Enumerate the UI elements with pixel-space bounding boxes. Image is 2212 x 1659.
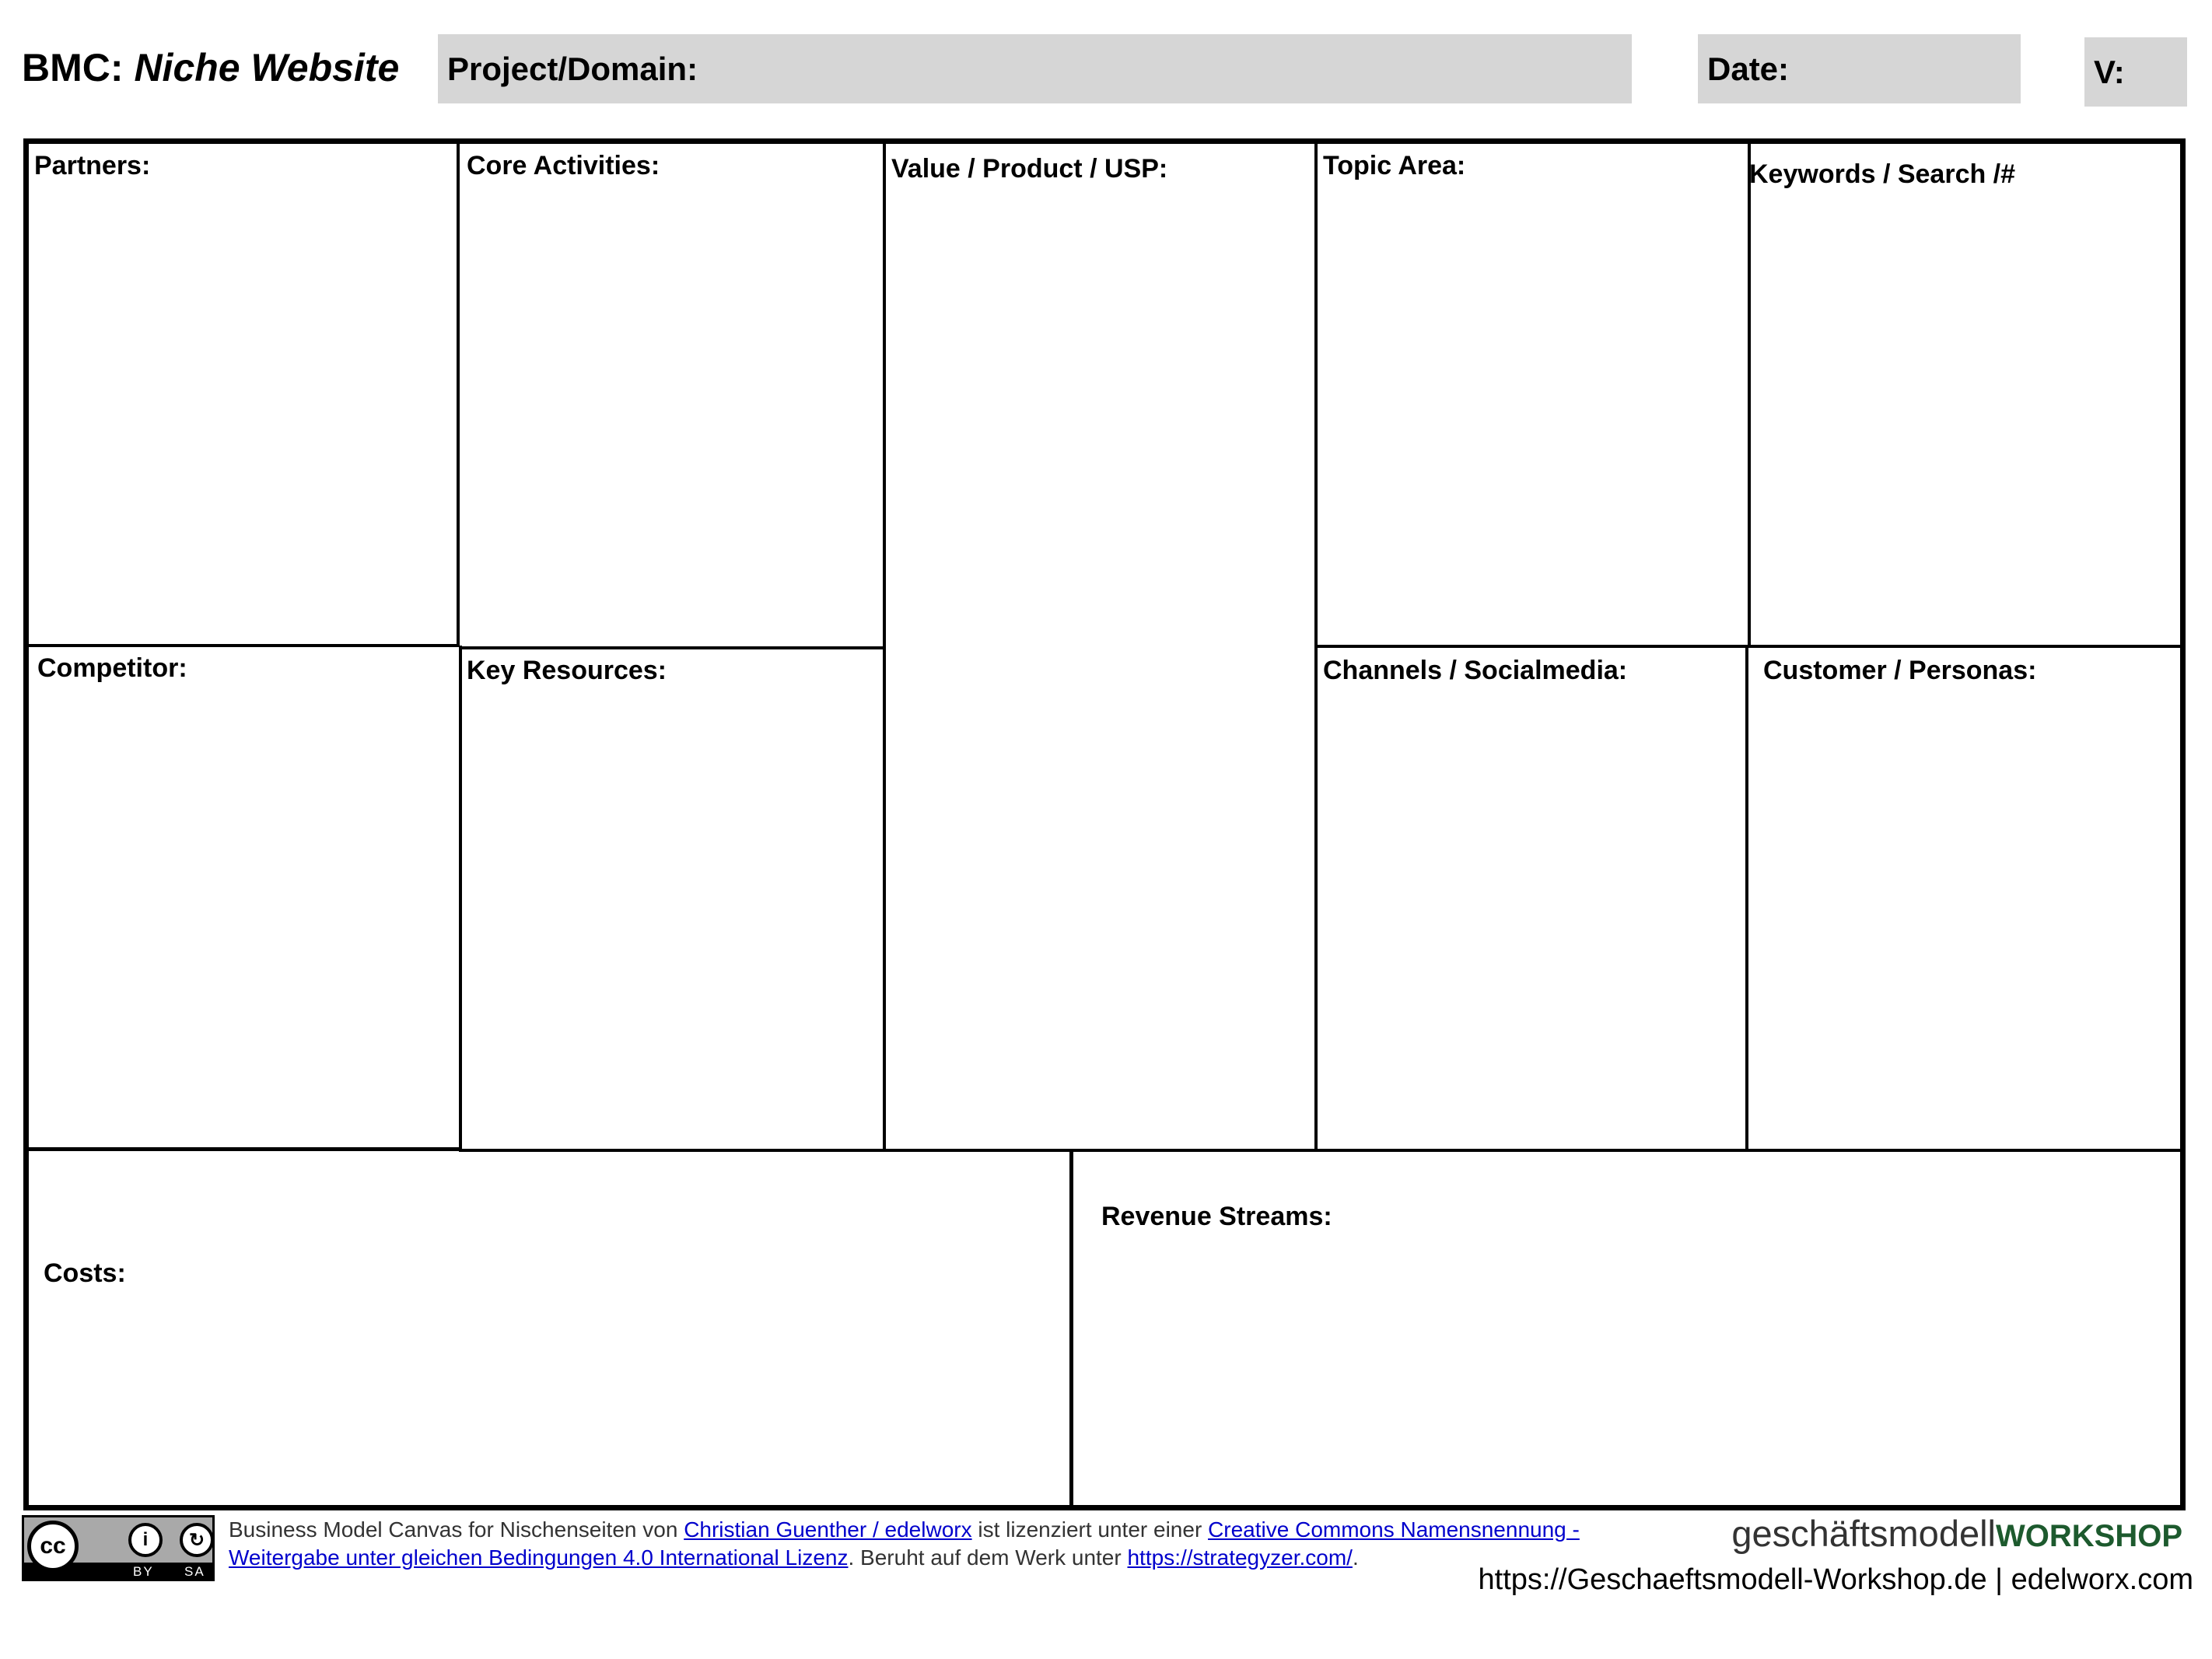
key-resources-label: Key Resources: [467, 656, 667, 685]
license-link[interactable]: Creative Commons Namensnennung - Weitergabe unter gleichen Bedingungen 4.0 International Lizenz [229, 1517, 1580, 1570]
cc-sa-text: SA [184, 1564, 205, 1579]
channels-label: Channels / Socialmedia: [1323, 656, 1628, 685]
cc-icon: cc [27, 1521, 79, 1572]
divider-channels-customer [1745, 646, 1748, 1151]
canvas-border-right [2180, 138, 2186, 1510]
date-field[interactable] [1698, 34, 2021, 103]
divider-partners-competitor [26, 644, 459, 647]
divider-partners-core [457, 142, 460, 646]
competitor-label: Competitor: [37, 653, 187, 683]
core-activities-label: Core Activities: [467, 151, 660, 180]
canvas-border-bottom [23, 1505, 2186, 1510]
brand-logo [1731, 1512, 2182, 1555]
divider-topic-channels [1316, 645, 2182, 648]
cc-license-badge[interactable] [22, 1515, 215, 1581]
cc-by-text: BY [133, 1564, 154, 1579]
website-text: https://Geschaeftsmodell-Workshop.de | edelworx.com [1478, 1563, 2193, 1596]
attribution-icon: i [128, 1523, 163, 1557]
value-label: Value / Product / USP: [891, 154, 1168, 184]
divider-topic-keywords [1748, 142, 1751, 646]
license-notice: Business Model Canvas for Nischenseiten von Christian Guenther / edelworx ist lizenziert unter einer Creative Commons Namensnennung - Weitergabe unter gleichen Bedingungen 4.0 International Lizenz. Beruht auf dem Werk unter https://strategyzer.com/. [229, 1517, 1580, 1570]
version-label: V: [2094, 53, 2125, 90]
project-domain-field[interactable] [438, 34, 1632, 103]
brand-bold-text: WORKSHOP [1996, 1519, 2182, 1553]
divider-competitor-resources [459, 646, 462, 1150]
version-field[interactable] [2084, 37, 2187, 107]
share-alike-icon: ↻ [180, 1523, 214, 1557]
strategyzer-link[interactable]: https://strategyzer.com/ [1127, 1545, 1353, 1570]
brand-light-text: geschäftsmodell [1731, 1513, 1996, 1554]
title-italic: Niche Website [134, 46, 400, 89]
customer-label: Customer / Personas: [1763, 656, 2037, 685]
topic-area-label: Topic Area: [1323, 151, 1466, 180]
revenue-label: Revenue Streams: [1101, 1202, 1332, 1231]
project-domain-label: Project/Domain: [447, 50, 698, 87]
author-link[interactable]: Christian Guenther / edelworx [684, 1517, 972, 1542]
date-label: Date: [1707, 50, 1790, 87]
costs-label: Costs: [44, 1258, 126, 1288]
divider-middle-bottom [459, 1149, 2182, 1152]
canvas-border-top [23, 138, 2186, 144]
divider-costs-revenue [1069, 1150, 1073, 1507]
title-prefix: BMC: [22, 46, 124, 89]
page-title [22, 45, 399, 90]
canvas-border-left [23, 138, 29, 1510]
divider-competitor-costs [26, 1147, 462, 1151]
partners-label: Partners: [34, 151, 151, 180]
keywords-label: Keywords / Search /# [1749, 159, 2016, 189]
divider-core-resources [459, 646, 885, 649]
